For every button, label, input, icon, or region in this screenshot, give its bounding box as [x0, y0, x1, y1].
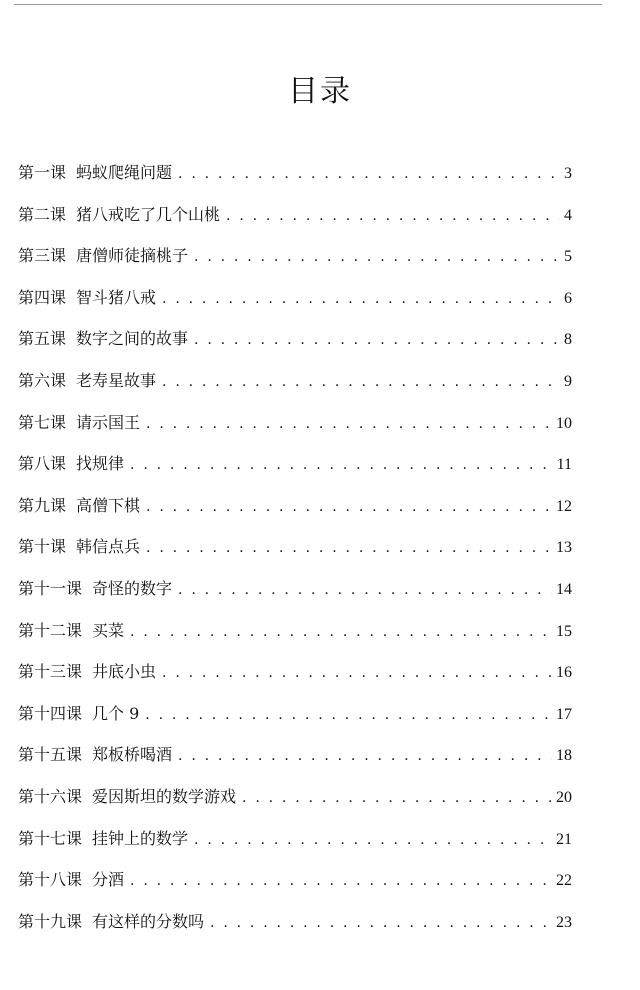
page-number: 23: [556, 913, 572, 931]
lesson-number: 第十六课: [18, 786, 83, 806]
dot-leader: [242, 778, 552, 820]
table-of-contents: [18, 152, 572, 942]
toc-entry[interactable]: [18, 568, 572, 610]
page-number: 5: [564, 248, 572, 266]
toc-entry[interactable]: [18, 818, 572, 860]
toc-entry[interactable]: [18, 901, 572, 943]
top-rule: [14, 4, 602, 5]
lesson-title: 唐僧师徒摘桃子: [76, 246, 189, 266]
dot-leader: [178, 154, 560, 196]
dot-leader: [194, 237, 560, 279]
toc-entry[interactable]: [18, 402, 572, 444]
lesson-number: 第八课: [18, 454, 67, 474]
page-number: 13: [556, 539, 572, 557]
page-number: 11: [556, 456, 572, 474]
lesson-number: 第十七课: [18, 828, 83, 848]
lesson-title: 韩信点兵: [76, 537, 141, 557]
lesson-title: 蚂蚁爬绳问题: [76, 163, 173, 182]
lesson-title: 挂钟上的数学: [92, 828, 189, 848]
page-number: 18: [556, 747, 572, 765]
dot-leader: [162, 362, 560, 404]
lesson-title: 智斗猪八戒: [76, 287, 157, 307]
page-number: 9: [564, 372, 572, 390]
dot-leader: [130, 612, 552, 654]
page-number: 16: [556, 664, 572, 682]
dot-leader: [194, 820, 552, 862]
dot-leader: [146, 404, 552, 446]
page-number: 6: [564, 289, 572, 307]
lesson-title: 数字之间的故事: [76, 329, 189, 349]
lesson-title: 奇怪的数字: [92, 578, 173, 598]
lesson-number: 第二课: [18, 204, 67, 224]
toc-entry[interactable]: [18, 859, 572, 901]
lesson-title: 分酒: [92, 870, 125, 890]
page-title: 目录: [288, 74, 352, 109]
lesson-title: 找规律: [76, 454, 125, 474]
lesson-number: 第十五课: [18, 745, 83, 765]
dot-leader: [146, 487, 552, 529]
lesson-title: 老寿星故事: [76, 370, 157, 390]
lesson-number: 第十二课: [18, 620, 83, 640]
lesson-number: 第七课: [18, 412, 67, 432]
page-number: 21: [556, 830, 572, 848]
page-number: 14: [556, 580, 572, 598]
lesson-number: 第四课: [18, 287, 67, 307]
toc-entry[interactable]: [18, 651, 572, 693]
lesson-number: 第十课: [18, 537, 67, 557]
lesson-title: 郑板桥喝酒: [92, 745, 173, 765]
lesson-number: 第十八课: [18, 870, 83, 890]
lesson-number: 第三课: [18, 246, 67, 266]
toc-entry[interactable]: [18, 443, 572, 485]
dot-leader: [162, 653, 552, 695]
toc-entry[interactable]: [18, 318, 572, 360]
page-number: 20: [556, 788, 572, 806]
dot-leader: [162, 279, 560, 321]
lesson-number: 第十九课: [18, 911, 83, 931]
toc-entry[interactable]: [18, 152, 572, 194]
dot-leader: [178, 736, 552, 778]
toc-entry[interactable]: [18, 693, 572, 735]
lesson-number: 第十三课: [18, 662, 83, 682]
toc-entry[interactable]: [18, 194, 572, 236]
toc-entry[interactable]: [18, 485, 572, 527]
dot-leader: [130, 861, 552, 903]
page-number: 10: [556, 414, 572, 432]
page-number: 4: [564, 206, 572, 224]
toc-entry[interactable]: [18, 235, 572, 277]
toc-entry[interactable]: [18, 360, 572, 402]
toc-entry[interactable]: [18, 277, 572, 319]
dot-leader: [194, 320, 560, 362]
toc-entry[interactable]: [18, 734, 572, 776]
page-number: 12: [556, 497, 572, 515]
lesson-number: 第一课: [18, 163, 67, 182]
lesson-title: 爱因斯坦的数学游戏: [92, 786, 237, 806]
lesson-title: 猪八戒吃了几个山桃: [76, 204, 221, 224]
lesson-number: 第十四课: [18, 703, 83, 723]
page-number: 3: [564, 165, 572, 182]
lesson-title: 几个 9: [92, 703, 140, 723]
toc-entry[interactable]: [18, 526, 572, 568]
lesson-title: 高僧下棋: [76, 495, 141, 515]
lesson-number: 第六课: [18, 370, 67, 390]
page-number: 8: [564, 331, 572, 349]
toc-entry[interactable]: [18, 776, 572, 818]
page-number: 17: [556, 705, 572, 723]
page-number: 15: [556, 622, 572, 640]
dot-leader: [210, 903, 552, 945]
toc-entry[interactable]: [18, 610, 572, 652]
dot-leader: [146, 528, 552, 570]
dot-leader: [226, 196, 560, 238]
lesson-title: 买菜: [92, 620, 125, 640]
lesson-number: 第九课: [18, 495, 67, 515]
lesson-number: 第十一课: [18, 578, 83, 598]
dot-leader: [130, 445, 553, 487]
dot-leader: [145, 695, 552, 737]
lesson-title: 请示国王: [76, 412, 141, 432]
page-number: 22: [556, 872, 572, 890]
lesson-title: 有这样的分数吗: [92, 911, 205, 931]
lesson-number: 第五课: [18, 329, 67, 349]
lesson-title: 井底小虫: [92, 662, 157, 682]
dot-leader: [178, 570, 552, 612]
